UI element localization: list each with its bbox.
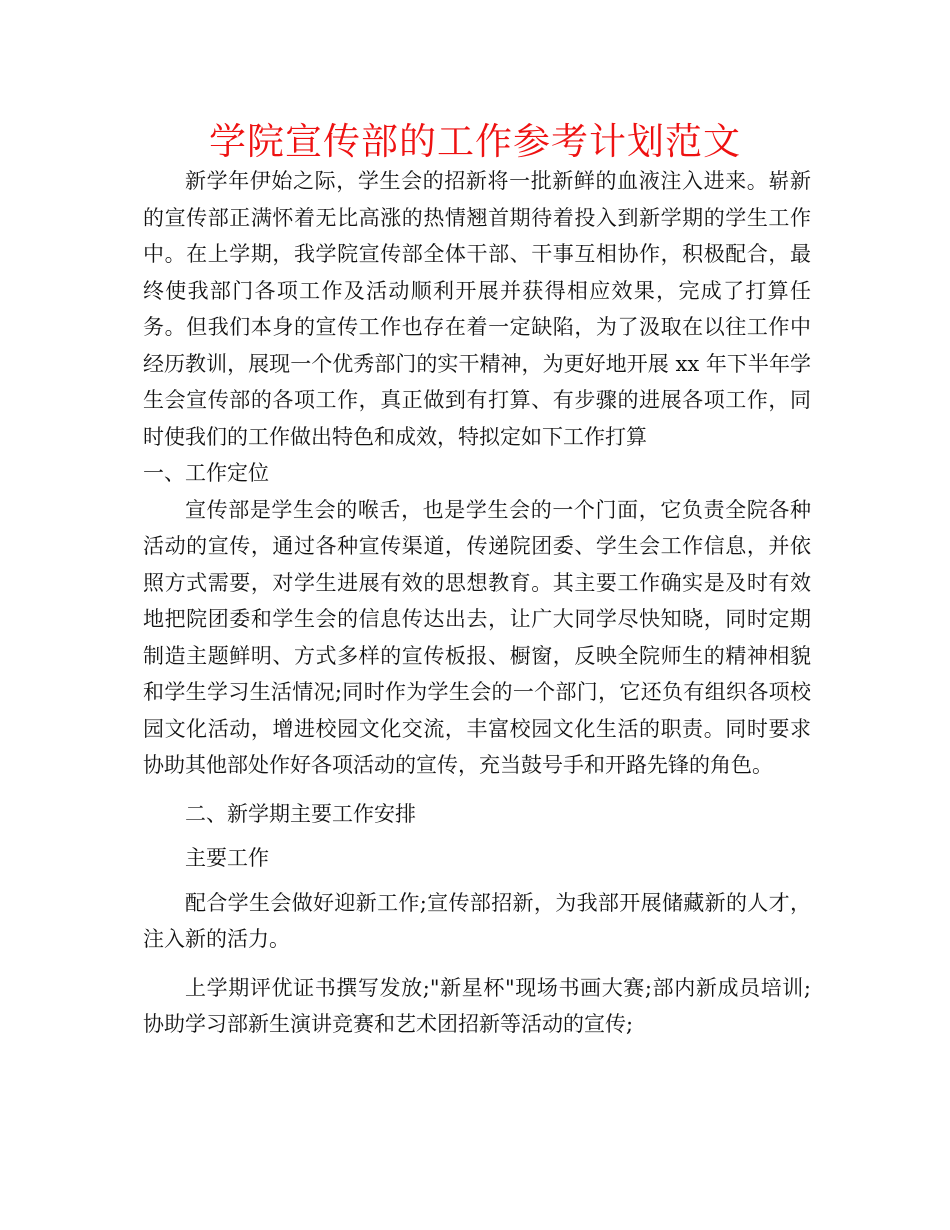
document-title: 学院宣传部的工作参考计划范文: [209, 120, 741, 163]
paragraph-welcome-work: 配合学生会做好迎新工作;宣传部招新，为我部开展储藏新的人才，注入新的活力。: [143, 890, 811, 951]
paragraph-work-positioning: 宣传部是学生会的喉舌，也是学生会的一个门面，它负责全院各种活动的宣传，通过各种宣传渠道，传递院团委、学生会工作信息，并依照方式需要，对学生进展有效的思想教育。其主要工作确实是及时有效地把院团委和学生会的信息传达出去，让广大同学尽快知晓，同时定期制造主题鲜明、方式多样的宣传板报、橱窗，反映全院师生的精神相貌和学生学习生活情况;同时作为学生会的一个部门，它还负有组织各项校园文化活动，增进校园文化交流，丰富校园文化生活的职责。同时要求协助其他部处作好各项活动的宣传，充当鼓号手和开路先锋的角色。: [143, 497, 811, 777]
section-heading-new-term-arrangements: 二、新学期主要工作安排: [185, 801, 416, 826]
paragraph-activities: 上学期评优证书撰写发放;"新星杯"现场书画大赛;部内新成员培训;协助学习部新生演讲竞赛和艺术团招新等活动的宣传;: [143, 975, 811, 1036]
document-body: [143, 163, 811, 1043]
paragraph-intro: 新学年伊始之际，学生会的招新将一批新鲜的血液注入进来。崭新的宣传部正满怀着无比高涨的热情翘首期待着投入到新学期的学生工作中。在上学期，我学院宣传部全体干部、干事互相协作，积极配合，最终使我部门各项工作及活动顺利开展并获得相应效果，完成了打算任务。但我们本身的宣传工作也存在着一定缺陷，为了汲取在以往工作中经历教训，展现一个优秀部门的实干精神，为更好地开展 xx 年下半年学生会宣传部的各项工作，真正做到有打算、有步骤的进展各项工作，同时使我们的工作做出特色和成效，特拟定如下工作打算: [143, 169, 811, 449]
section-heading-work-positioning: 一、工作定位: [143, 461, 269, 485]
subheading-main-work: 主要工作: [185, 846, 269, 870]
